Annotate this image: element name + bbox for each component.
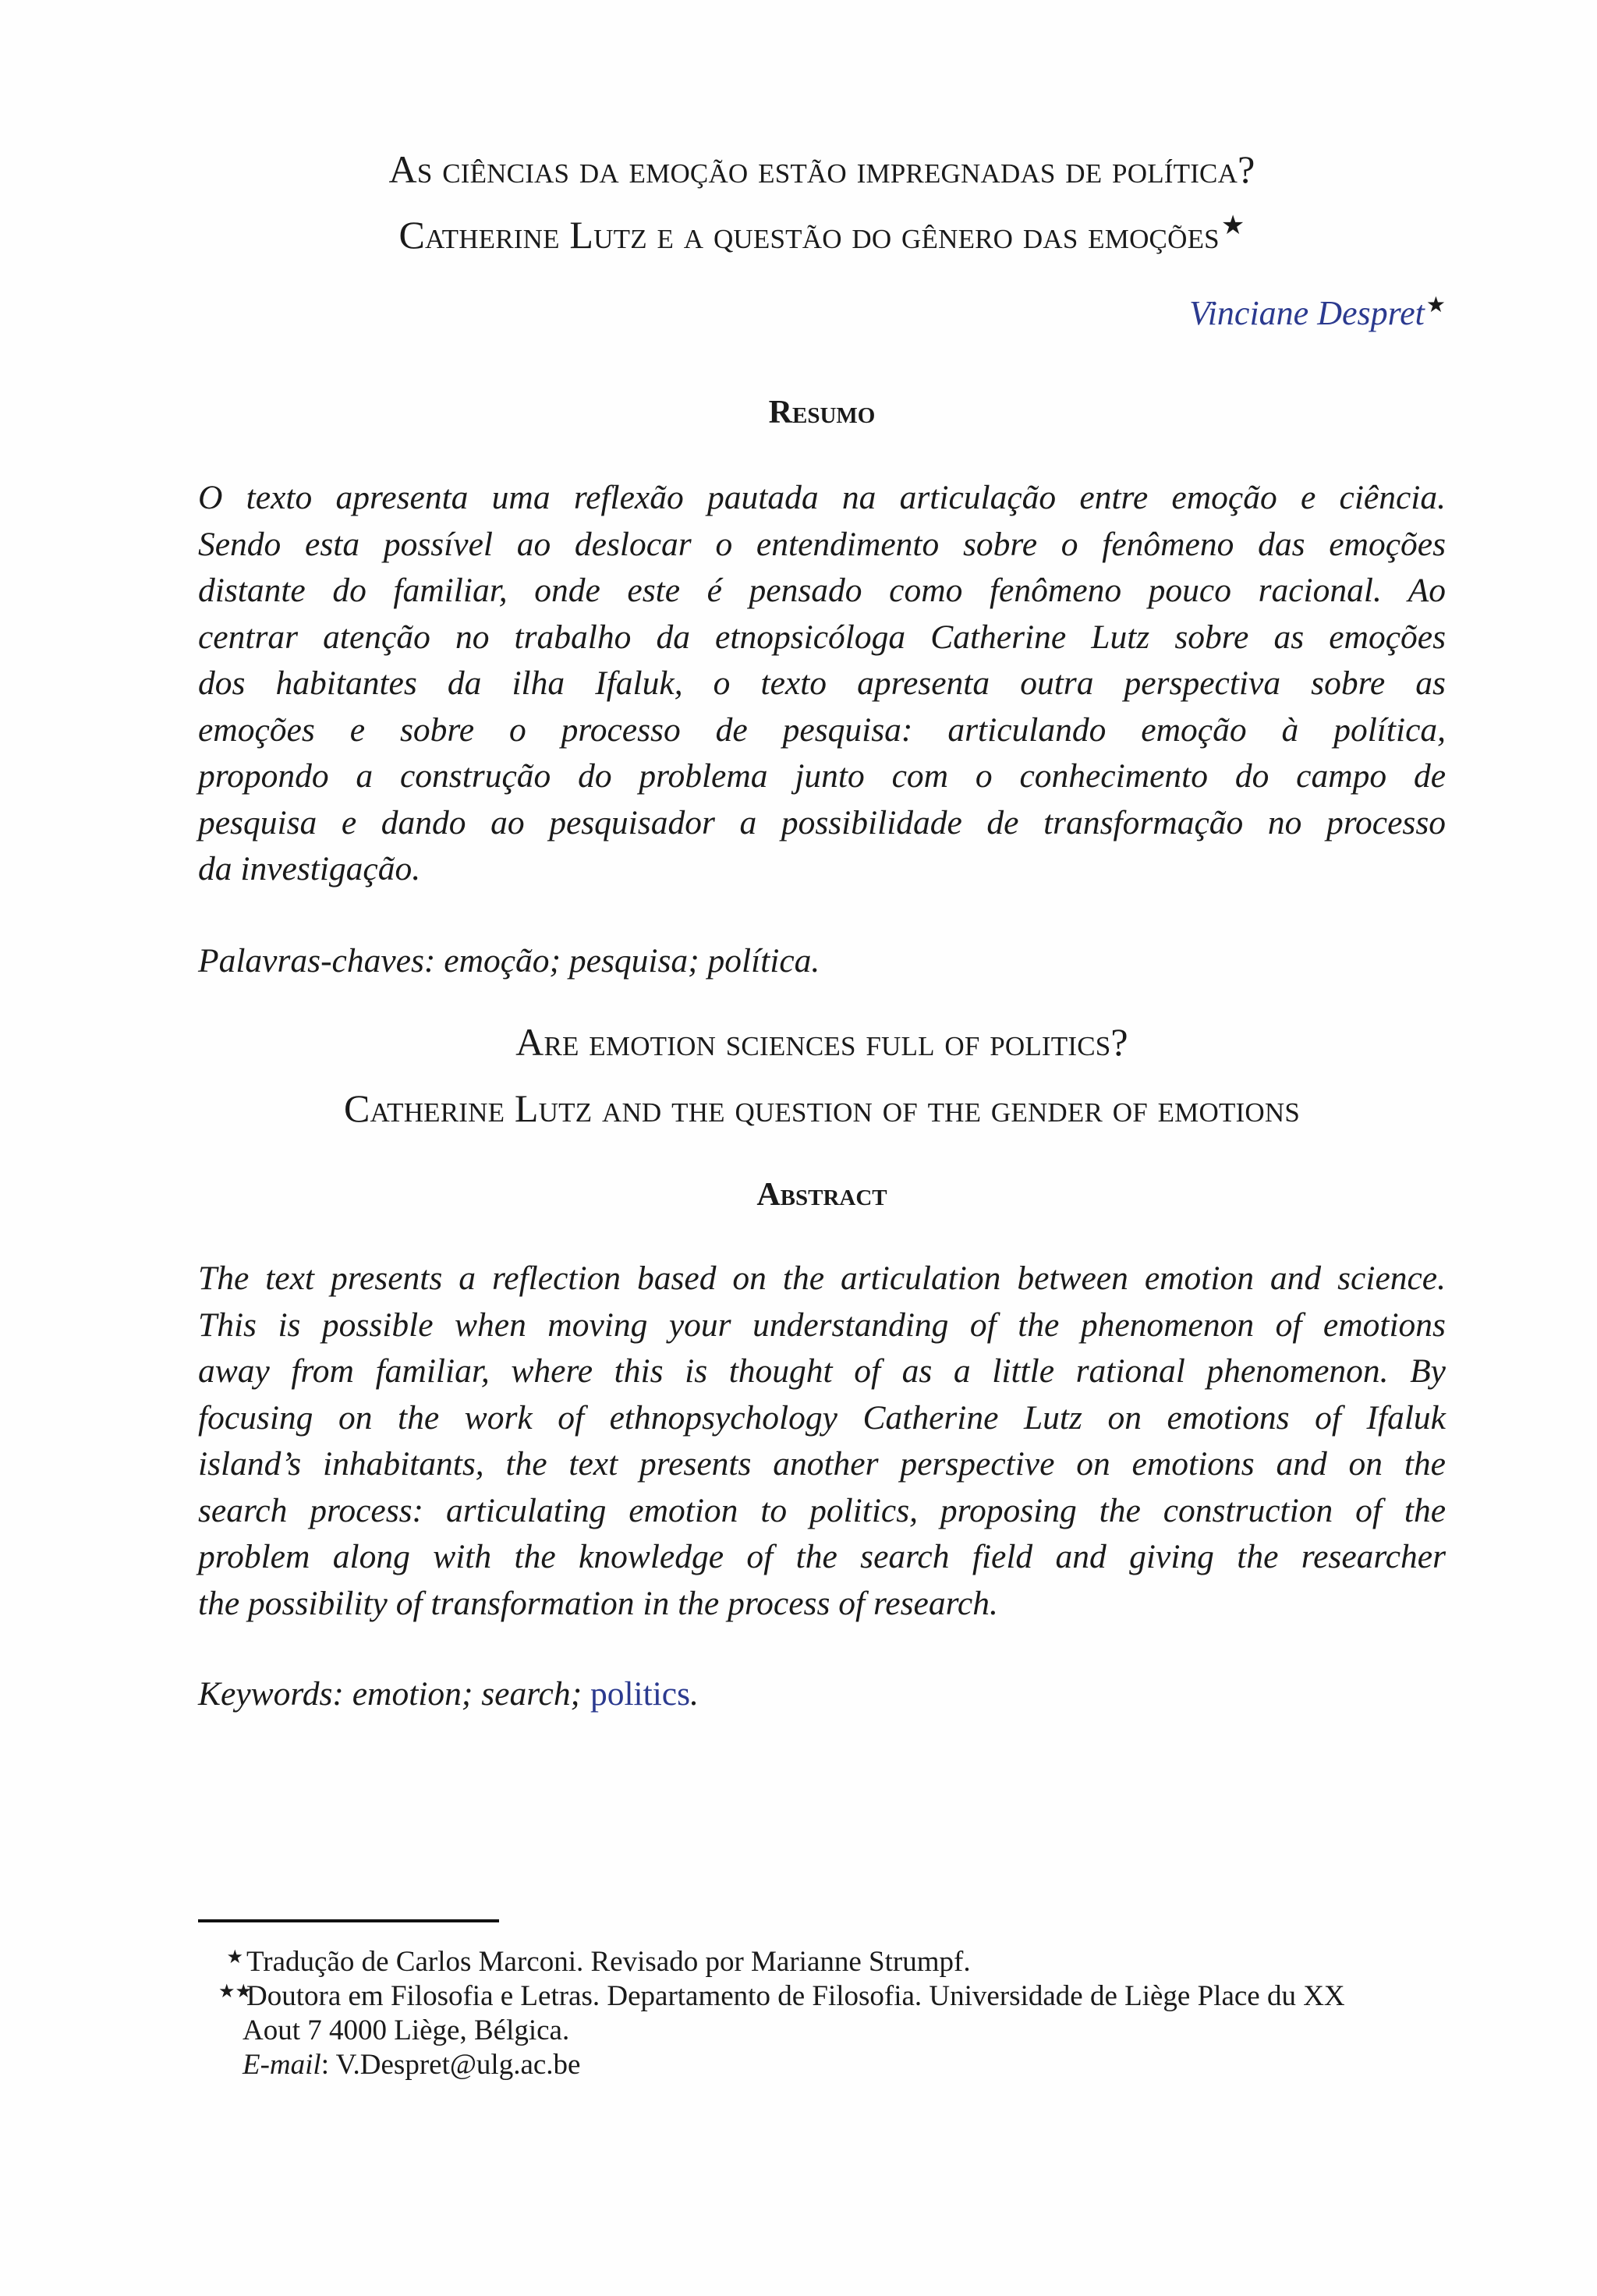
email-label: E-mail <box>243 2049 321 2081</box>
abstract-line: island’s inhabitants, the text presents another perspective on emotions and on the <box>198 1445 1446 1483</box>
abstract-paragraph <box>198 1256 1446 1627</box>
footnote-divider <box>198 1919 499 1922</box>
pt-title-text-1: As ciências da emoção estão impregnadas de política? <box>388 147 1255 191</box>
author-line <box>198 295 1446 331</box>
keywords <box>198 1675 1446 1713</box>
footnote-2-text-line-1: Doutora em Filosofia e Letras. Departamento de Filosofia. Universidade de Liège Place du XX <box>246 1980 1345 2012</box>
resumo-heading: Resumo <box>768 395 876 430</box>
palavras-chaves: Palavras-chaves: emoção; pesquisa; política. <box>198 942 820 980</box>
resumo-line: propondo a construção do problema junto com o conhecimento do campo de <box>198 757 1446 795</box>
footnote-2-stars: ★★ <box>218 1982 253 2002</box>
author-footnote-star: ★ <box>1425 293 1446 317</box>
footnote-1-text: Tradução de Carlos Marconi. Revisado por Marianne Strumpf. <box>246 1946 971 1978</box>
email-separator: : <box>320 2049 336 2081</box>
resumo-line: distante do familiar, onde este é pensado como fenômeno pouco racional. Ao <box>198 572 1446 609</box>
resumo-line: emoções e sobre o processo de pesquisa: articulando emoção à política, <box>198 710 1446 749</box>
pt-title-line-1 <box>198 147 1446 191</box>
en-title-line-1 <box>198 1020 1446 1064</box>
en-title-line-2 <box>198 1086 1446 1130</box>
keywords-suffix: . <box>690 1675 699 1713</box>
title-footnote-star: ★ <box>1220 211 1245 240</box>
abstract-line: problem along with the knowledge of the search field and giving the researcher <box>198 1538 1446 1575</box>
abstract-line: The text presents a reflection based on the articulation between emotion and science. <box>198 1260 1446 1297</box>
resumo-line: Sendo esta possível ao deslocar o entendimento sobre o fenômeno das emoções <box>198 525 1446 563</box>
abstract-line: the possibility of transformation in the process of research. <box>198 1584 998 1622</box>
keywords-prefix: Keywords: emotion; search; <box>198 1675 590 1713</box>
resumo-line: O texto apresenta uma reflexão pautada na articulação entre emoção e ciência. <box>198 479 1446 516</box>
en-title-text-2: Catherine Lutz and the question of the gender of emotions <box>343 1086 1301 1130</box>
abstract-line: search process: articulating emotion to politics, proposing the construction of the <box>198 1491 1446 1529</box>
footnote-2 <box>218 1975 1446 2082</box>
footnote-2-email-line <box>218 2048 1446 2082</box>
resumo-line: da investigação. <box>198 850 421 888</box>
footnote-1 <box>218 1940 1446 1979</box>
footnote-1-star: ★ <box>226 1947 243 1968</box>
abstract-line: away from familiar, where this is thought of as a little rational phenomenon. By <box>198 1352 1446 1390</box>
en-title-text-1: Are emotion sciences full of politics? <box>515 1020 1128 1064</box>
abstract-line: focusing on the work of ethnopsychology Catherine Lutz on emotions of Ifaluk <box>198 1398 1446 1437</box>
footnote-2-text-line-2: Aout 7 4000 Liège, Bélgica. <box>243 2014 570 2046</box>
abstract-heading: Abstract <box>756 1177 887 1213</box>
keywords-politics-link[interactable]: politics <box>590 1675 691 1713</box>
resumo-line: pesquisa e dando ao pesquisador a possibilidade de transformação no processo <box>198 803 1446 842</box>
resumo-paragraph <box>198 475 1446 893</box>
resumo-line: dos habitantes da ilha Ifaluk, o texto apresenta outra perspectiva sobre as <box>198 664 1446 702</box>
abstract-line: This is possible when moving your understanding of the phenomenon of emotions <box>198 1306 1446 1344</box>
email-address[interactable]: V.Despret@ulg.ac.be <box>335 2049 581 2081</box>
resumo-line: centrar atenção no trabalho da etnopsicóloga Catherine Lutz sobre as emoções <box>198 618 1446 656</box>
pt-title-text-2: Catherine Lutz e a questão do gênero das emoções <box>398 213 1220 257</box>
author-name: Vinciane Despret <box>1189 294 1425 332</box>
pt-title-line-2 <box>198 211 1446 257</box>
